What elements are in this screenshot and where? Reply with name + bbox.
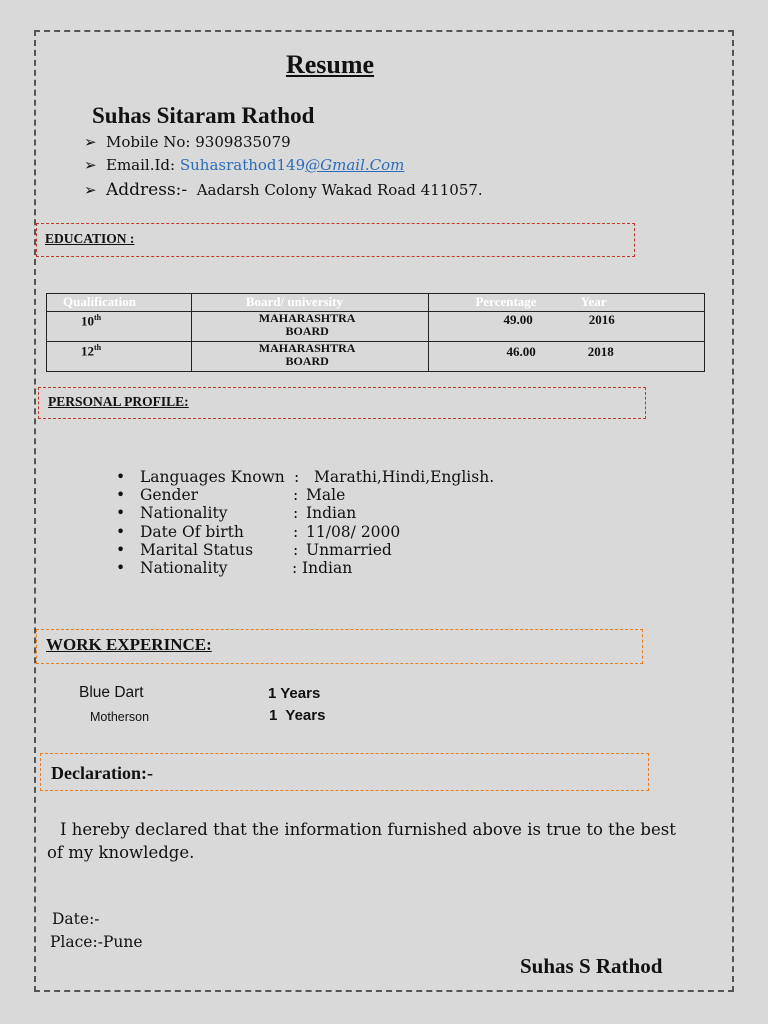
address-label: Address:- [106,180,188,200]
header-board: Board/ university [191,294,429,312]
work-experience-heading: WORK EXPERINCE: [46,635,212,654]
arrow-bullet-icon: ➢ [84,181,97,199]
arrow-bullet-icon: ➢ [84,156,97,174]
bullet-icon: • [116,558,126,577]
contact-email [84,156,404,174]
work-company: Blue Dart [79,684,144,701]
place-label: Place:-Pune [50,933,143,951]
table-header-row [47,294,705,312]
header-percentage-year [429,294,705,312]
cell-board: MAHARASHTRA BOARD [191,312,429,342]
arrow-bullet-icon: ➢ [84,133,97,151]
resume-title: Resume [285,50,375,79]
contact-address [84,180,483,200]
education-table [46,293,705,372]
list-item: • Marital Status : Unmarried [116,540,392,559]
email-domain: @Gmail.Com [305,156,405,174]
declaration-text-line2: of my knowledge. [47,843,195,862]
cell-qualification: 12th [47,342,192,372]
mobile-label: Mobile No: [106,133,191,151]
declaration-text-line1: I hereby declared that the information furnished above is true to the best [60,820,676,839]
cell-board: MAHARASHTRA BOARD [191,342,429,372]
header-year: Year [580,294,607,309]
email-link[interactable] [180,156,405,174]
list-item: • Date Of birth : 11/08/ 2000 [116,522,401,541]
cell-percentage-year: 46.00 2018 [429,342,705,372]
personal-profile-heading: PERSONAL PROFILE: [48,394,189,409]
bullet-icon: • [116,504,126,523]
bullet-icon: • [116,540,126,559]
bullet-icon: • [116,486,126,505]
work-duration: 1 Years [269,707,326,724]
list-item: • Languages Known : Marathi,Hindi,English. [116,468,495,486]
signature-name: Suhas S Rathod [520,954,663,978]
candidate-name: Suhas Sitaram Rathod [92,103,315,128]
email-user: Suhasrathod149 [179,156,306,174]
header-qualification: Qualification [47,294,192,312]
email-label: Email.Id: [106,156,176,174]
education-heading: EDUCATION : [45,231,135,246]
table-row [47,342,705,372]
declaration-heading: Declaration:- [51,763,153,783]
date-label: Date:- [52,910,100,928]
header-percentage: Percentage [475,294,537,309]
list-item: • Gender : Male [116,486,346,505]
work-duration: 1 Years [268,685,321,702]
contact-mobile [84,133,291,151]
personal-profile-list [116,468,616,577]
list-item: • Nationality : Indian [116,558,353,577]
mobile-value: 9309835079 [195,133,291,151]
list-item: • Nationality : Indian [116,504,357,523]
address-value: Aadarsh Colony Wakad Road 411057. [196,181,483,199]
cell-percentage-year: 49.00 2016 [429,312,705,342]
bullet-icon: • [116,522,126,541]
bullet-icon: • [116,468,126,486]
work-company: Motherson [90,710,150,724]
table-row [47,312,705,342]
cell-qualification: 10th [47,312,192,342]
